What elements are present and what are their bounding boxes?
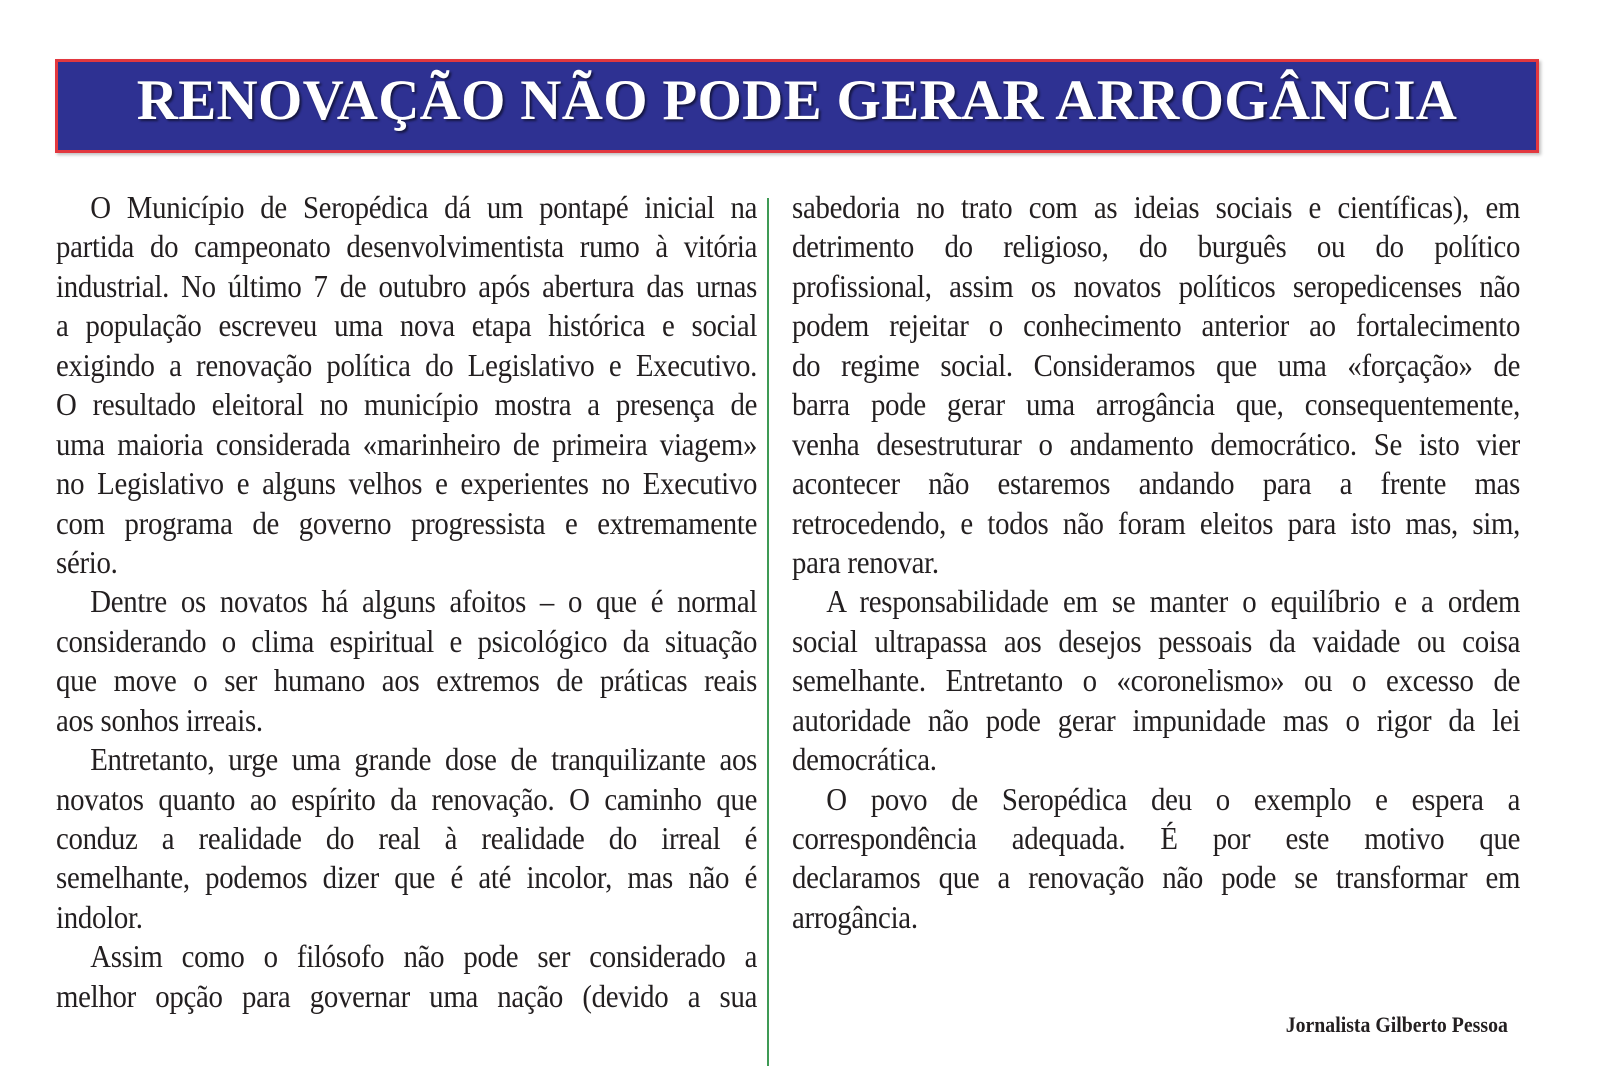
text-line: correspondência adequada. É por este motivo que [792, 820, 1520, 856]
text-line: barra pode gerar uma arrogância que, consequentemente, [792, 386, 1520, 423]
text-line: O resultado eleitoral no município mostra a presença de [56, 386, 757, 423]
column-left [56, 188, 757, 1016]
text-line: industrial. No último 7 de outubro após abertura das urnas [56, 267, 757, 304]
paragraph [792, 582, 1520, 779]
paragraph [792, 188, 1520, 582]
text-line: Dentre os novatos há alguns afoitos – o que é normal [90, 583, 757, 620]
paragraph [56, 188, 757, 582]
paragraph [792, 780, 1520, 938]
text-line: exigindo a renovação política do Legislativo e Executivo. [56, 346, 757, 383]
text-line: declaramos que a renovação não pode se transformar em [792, 859, 1520, 896]
text-line: Assim como o filósofo não pode ser considerado a [90, 938, 757, 975]
text-line: profissional, assim os novatos políticos seropedicenses não [792, 267, 1520, 304]
text-line: que move o ser humano aos extremos de práticas reais [56, 662, 757, 699]
text-line: para renovar. [792, 543, 939, 580]
text-line: semelhante. Entretanto o «coronelismo» ou o excesso de [792, 662, 1520, 699]
text-line: Entretanto, urge uma grande dose de tranquilizante aos [90, 741, 757, 778]
text-line: aos sonhos irreais. [56, 701, 263, 738]
text-line: sabedoria no trato com as ideias sociais e científicas), em [792, 189, 1520, 225]
text-line: uma maioria considerada «marinheiro de primeira viagem» [56, 425, 757, 462]
text-line: social ultrapassa aos desejos pessoais da vaidade ou coisa [792, 622, 1520, 659]
text-line: considerando o clima espiritual e psicológico da situação [56, 622, 757, 659]
text-line: podem rejeitar o conhecimento anterior ao fortalecimento [792, 307, 1520, 344]
title-banner [55, 59, 1539, 153]
text-line: sério. [56, 543, 118, 580]
text-line: a população escreveu uma nova etapa histórica e social [56, 307, 757, 344]
text-line: detrimento do religioso, do burguês ou do político [792, 228, 1520, 265]
text-line: conduz a realidade do real à realidade do irreal é [56, 820, 757, 856]
text-line: no Legislativo e alguns velhos e experientes no Executivo [56, 465, 757, 502]
text-line: arrogância. [792, 898, 918, 935]
text-line: retrocedendo, e todos não foram eleitos para isto mas, sim, [792, 504, 1520, 541]
text-line: venha desestruturar o andamento democrático. Se isto vier [792, 425, 1520, 462]
text-line: acontecer não estaremos andando para a frente mas [792, 465, 1520, 502]
column-left-wrapper [56, 188, 757, 1028]
article-title: RENOVAÇÃO NÃO PODE GERAR ARROGÂNCIA [136, 69, 1458, 132]
text-line: O povo de Seropédica deu o exemplo e espera a [826, 780, 1520, 817]
column-right [792, 188, 1520, 937]
text-line: indolor. [56, 898, 143, 935]
paragraph [56, 740, 757, 937]
text-line: O Município de Seropédica dá um pontapé inicial na [90, 189, 757, 225]
paragraph [56, 937, 757, 1016]
column-divider [767, 198, 769, 1066]
text-line: com programa de governo progressista e extremamente [56, 504, 757, 541]
text-line: semelhante, podemos dizer que é até incolor, mas não é [56, 859, 757, 896]
text-line: A responsabilidade em se manter o equilíbrio e a ordem [826, 583, 1520, 620]
text-line: melhor opção para governar uma nação (devido a sua [56, 977, 757, 1014]
text-line: do regime social. Consideramos que uma «forçação» de [792, 346, 1520, 383]
column-right-wrapper [792, 188, 1520, 1028]
text-line: partida do campeonato desenvolvimentista rumo à vitória [56, 228, 757, 265]
text-line: democrática. [792, 741, 937, 778]
author-byline: Jornalista Gilberto Pessoa [1285, 1012, 1508, 1037]
text-line: autoridade não pode gerar impunidade mas o rigor da lei [792, 701, 1520, 738]
paragraph [56, 582, 757, 740]
text-line: novatos quanto ao espírito da renovação. O caminho que [56, 780, 757, 817]
